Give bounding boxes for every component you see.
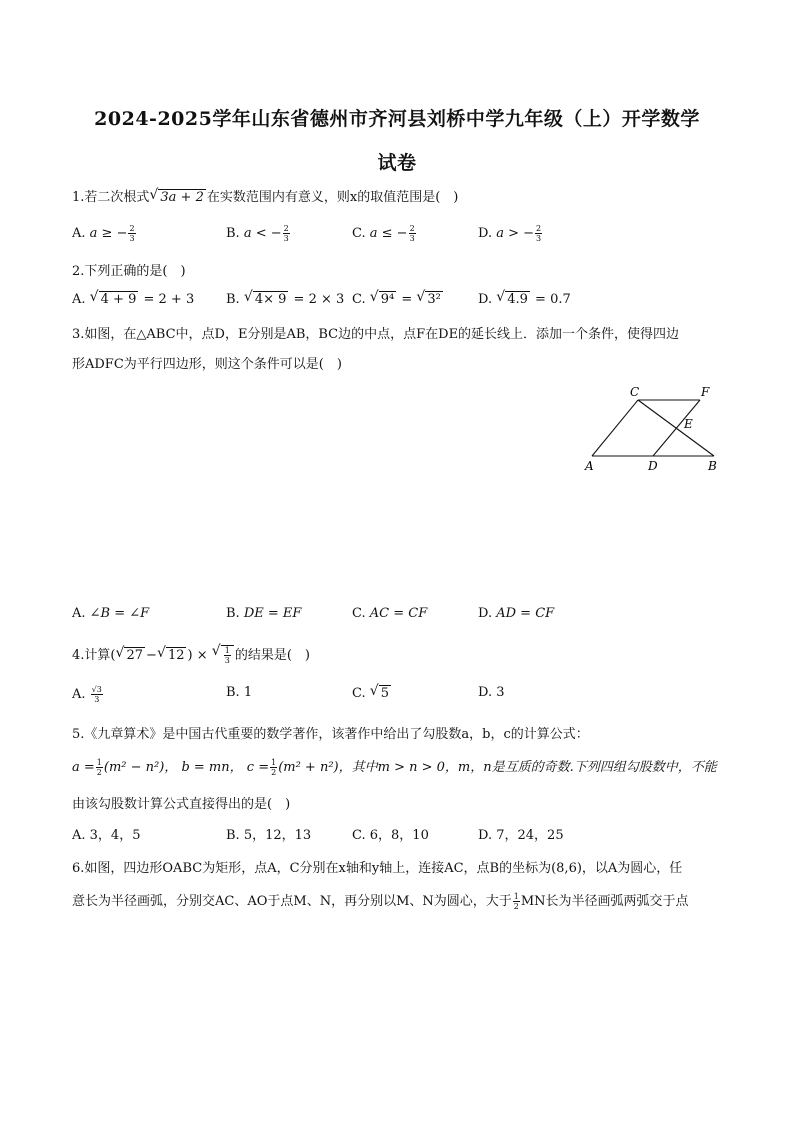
option-text: = 2 + 3 — [139, 292, 195, 307]
option-label: B. — [226, 292, 244, 307]
numerator: 2 — [283, 224, 289, 233]
option-text: = 0.7 — [530, 292, 571, 307]
option-label: D. — [478, 292, 497, 307]
option-label: D. — [478, 828, 497, 843]
option-label: C. — [352, 686, 370, 701]
option-text: a ≤ − — [369, 226, 408, 241]
option-b — [226, 224, 291, 243]
question-6-stem-line1: 6.如图，四边形OABC为矩形，点A，C分别在x轴和y轴上，连接AC，点B的坐标为(8,6)，以A为圆心，任 — [72, 861, 683, 876]
option-a — [72, 291, 194, 307]
option-a — [72, 824, 140, 843]
fraction — [283, 224, 290, 243]
option-text: 3，4，5 — [89, 828, 141, 843]
label-A: A — [585, 459, 594, 473]
numerator: 2 — [409, 224, 415, 233]
option-d — [478, 606, 554, 621]
option-label: B. — [226, 606, 244, 621]
option-label: A. — [72, 687, 90, 702]
label-F: F — [701, 385, 710, 399]
option-label: B. — [226, 828, 244, 843]
option-label: C. — [352, 226, 370, 241]
option-a — [72, 224, 137, 243]
label-D: D — [648, 459, 658, 473]
segment-AC — [592, 400, 638, 456]
numerator: 2 — [129, 224, 135, 233]
option-d — [478, 685, 505, 700]
option-d — [478, 224, 543, 243]
question-2-stem: 2.下列正确的是( ) — [72, 264, 186, 279]
option-d — [478, 824, 564, 843]
radicand: 5 — [380, 686, 390, 701]
sqrt-symbol — [90, 291, 139, 307]
numerator: √3 — [91, 685, 102, 694]
label-B: B — [708, 459, 717, 473]
denominator: 3 — [94, 695, 100, 704]
option-a — [72, 606, 149, 621]
option-text: 5，12，13 — [243, 828, 312, 843]
option-text: 1 — [243, 685, 253, 700]
option-text: a > − — [496, 226, 535, 241]
fraction — [409, 224, 416, 243]
option-text: a ≥ − — [89, 226, 128, 241]
question-3-stem-line2: 形ADFC为平行四边形，则这个条件可以是( ) — [72, 357, 342, 372]
sqrt-symbol — [370, 685, 391, 701]
option-b — [226, 824, 311, 843]
option-label: C. — [352, 292, 370, 307]
option-b — [226, 291, 344, 307]
sqrt-symbol: √ 3a + 2 — [149, 189, 205, 205]
option-c — [352, 824, 429, 843]
sqrt-symbol — [496, 291, 530, 307]
option-label: D. — [478, 226, 497, 241]
option-text: = — [397, 292, 417, 307]
option-label: A. — [72, 828, 90, 843]
question-5-stem-line1: 5.《九章算术》是中国古代重要的数学著作，该著作中给出了勾股数a，b，c的计算公式： — [72, 727, 589, 742]
sqrt-symbol: √ 12 — [157, 647, 187, 663]
option-d — [478, 291, 571, 307]
option-c — [352, 606, 427, 621]
exam-title-line2: 试卷 — [377, 152, 417, 174]
option-text: AC = CF — [369, 606, 428, 621]
option-text: DE = EF — [243, 606, 302, 621]
sqrt-symbol — [370, 291, 396, 307]
radicand: 4 + 9 — [100, 292, 137, 307]
denominator: 3 — [536, 234, 542, 243]
option-text: = 2 × 3 — [289, 292, 345, 307]
option-a — [72, 685, 104, 704]
option-text: 6，8，10 — [369, 828, 429, 843]
question-1-stem: 1.若二次根式√ 3a + 2 在实数范围内有意义，则x的取值范围是( ) — [72, 186, 458, 205]
option-label: B. — [226, 226, 244, 241]
option-label: A. — [72, 606, 90, 621]
option-b — [226, 606, 301, 621]
option-label: B. — [226, 685, 244, 700]
label-E: E — [684, 417, 693, 431]
denominator: 3 — [283, 234, 289, 243]
option-text: AD = CF — [496, 606, 555, 621]
fraction — [91, 685, 103, 704]
exam-title: 2024-2025学年山东省德州市齐河县刘桥中学九年级（上）开学数学 — [94, 108, 700, 130]
fraction — [128, 224, 135, 243]
option-text: 3 — [496, 685, 505, 700]
radicand: 4× 9 — [254, 292, 287, 307]
sqrt-symbol: √ $\frac{1}{3}$ — [212, 645, 234, 665]
question-6-stem-line2: 意长为半径画弧，分别交AC、AO于点M、N，再分别以M、N为圆心，大于 $\frac{1}{2}$ MN长为半径画弧两弧交于点 — [72, 892, 689, 911]
radicand: 9⁴ — [380, 292, 395, 307]
question-4-stem: 4.计算(√ 27 −√ 12 ) × √ $\frac{1}{3}$ 的结果是( ) — [72, 644, 310, 665]
option-label: D. — [478, 606, 497, 621]
numerator: 2 — [536, 224, 542, 233]
segment-DF — [653, 400, 700, 456]
option-c — [352, 685, 392, 701]
question-5-formula-line: a = $\frac{1}{2}$ (m² − n²)， b = mn， c = $\frac{1}{2}$ (m² + n²)，其中m > n > 0，m，n是互质的奇数.下列四组勾股数中，不能 — [72, 758, 717, 777]
fraction — [535, 224, 542, 243]
question-3-stem-line1: 3.如图，在△ABC中，点D，E分别是AB，BC边的中点，点F在DE的延长线上．添加一个条件，使得四边 — [72, 327, 680, 342]
option-text: ∠B = ∠F — [89, 606, 150, 621]
option-label: A. — [72, 226, 90, 241]
option-c — [352, 224, 417, 243]
question-5-stem-line3: 由该勾股数计算公式直接得出的是( ) — [72, 797, 291, 812]
option-b — [226, 685, 252, 700]
radicand: 3² — [427, 292, 441, 307]
label-C: C — [630, 385, 640, 399]
option-text: a < − — [243, 226, 282, 241]
sqrt-symbol: √ 27 — [115, 647, 145, 663]
option-c — [352, 291, 444, 307]
radicand: 4.9 — [507, 292, 528, 307]
sqrt-symbol — [416, 291, 442, 307]
sqrt-symbol — [244, 291, 289, 307]
parallelogram-figure — [580, 382, 730, 477]
option-label: C. — [352, 828, 370, 843]
option-label: A. — [72, 292, 90, 307]
option-label: C. — [352, 606, 370, 621]
option-label: D. — [478, 685, 497, 700]
option-text: 7，24，25 — [496, 828, 564, 843]
denominator: 3 — [409, 234, 415, 243]
denominator: 3 — [129, 234, 135, 243]
